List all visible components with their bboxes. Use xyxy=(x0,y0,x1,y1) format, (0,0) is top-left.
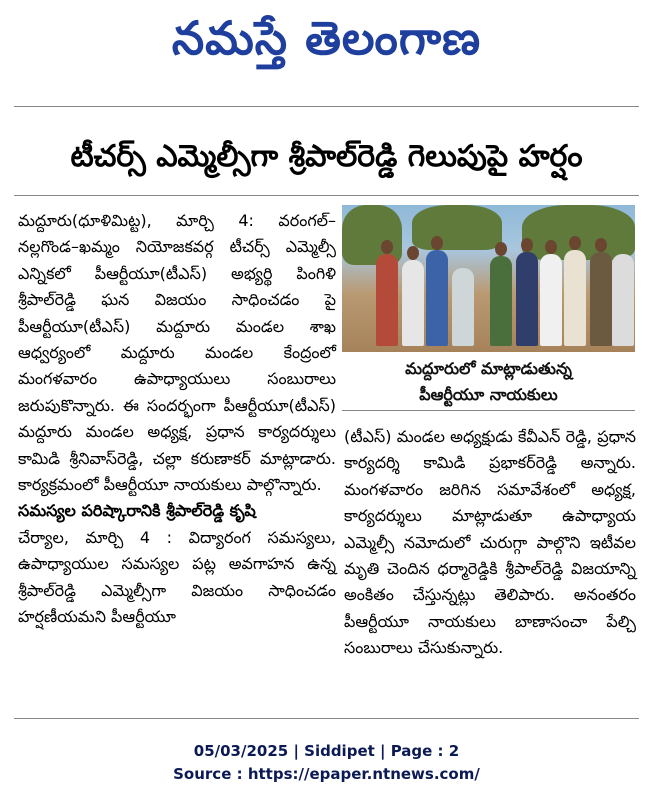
news-photo xyxy=(342,205,635,352)
photo-caption-line-2: పీఆర్టీయూ నాయకులు xyxy=(419,385,558,404)
article-paragraph-3: (టీఎస్) మండల అధ్యక్షుడు కేవీఎన్ రెడ్డి, ప్రధాన కార్యదర్శి కామిడి ప్రభాకర్‌రెడ్డి అన్నారు. మంగళవారం జరిగిన సమావేశంలో అధ్యక్ష, కార్యదర్శులు మాట్లాడుతూ ఉపాధ్యాయ ఎమ్మెల్సీ నమోదులో చురుగ్గా పాల్గొని ఇటీవల మృతి చెందిన ధర్మారెడ్డికి శ్రీపాల్‌రెడ్డి విజయాన్ని అంకితం చేస్తున్నట్లు తెలిపారు. అనంతరం పీఆర్టీయూ నాయకులు బాణాసంచా పేల్చి సంబురాలు చేసుకున్నారు. xyxy=(344,427,636,658)
left-column xyxy=(18,208,336,631)
edition-info: 05/03/2025 | Siddipet | Page : 2 xyxy=(193,742,460,760)
headline-divider xyxy=(14,195,639,196)
article-subhead: సమస్యల పరిష్కారానికి శ్రీపాల్‌రెడ్డి కృషి xyxy=(18,501,256,521)
masthead xyxy=(0,8,653,68)
article-paragraph-1: మద్దూరు(ధూళిమిట్ట), మార్చి 4: వరంగల్–నల్లగొండ–ఖమ్మం నియోజకవర్గ టీచర్స్ ఎమ్మెల్సీ ఎన్నికలో పీఆర్టీయూ(టీఎస్) అభ్యర్థి పింగిళి శ్రీపాల్‌రెడ్డి ఘన విజయం సాధించడం పై పీఆర్టీయూ(టీఎస్) మద్దూరు మండల శాఖ ఆధ్వర్యంలో మద్దూరు మండల కేంద్రంలో మంగళవారం ఉపాధ్యాయులు సంబురాలు జరుపుకొన్నారు. ఈ సందర్భంగా పీఆర్టీయూ(టీఎస్) మద్దూరు మండల అధ్యక్ష, ప్రధాన కార్యదర్శులు కామిడి శ్రీనివాస్‌రెడ్డి, చల్లా కరుణాకర్ మాట్లాడారు. కార్యక్రమంలో పీఆర్టీయూ నాయకులు పాల్గొన్నారు. xyxy=(18,211,336,495)
caption-divider xyxy=(342,410,635,411)
page-footer xyxy=(0,740,653,786)
photo-caption xyxy=(342,356,635,408)
article-paragraph-2: చేర్యాల, మార్చి 4 : విద్యారంగ సమస్యలు, ఉపాధ్యాయుల సమస్యల పట్ల అవగాహన ఉన్న శ్రీపాల్‌రెడ్డి ఎమ్మెల్సీగా విజయం సాధించడం హర్షణీయమని పీఆర్టీయూ xyxy=(18,527,336,627)
source-link[interactable]: Source : https://epaper.ntnews.com/ xyxy=(173,765,480,783)
article-headline: టీచర్స్ ఎమ్మెల్సీగా శ్రీపాల్‌రెడ్డి గెలుపుపై హర్షం xyxy=(70,139,583,174)
right-column xyxy=(344,424,636,662)
newspaper-logo: నమస్తే తెలంగాణ xyxy=(171,11,482,65)
top-divider xyxy=(14,106,639,107)
bottom-divider xyxy=(14,718,639,719)
photo-caption-line-1: మద్దూరులో మాట్లాడుతున్న xyxy=(405,359,572,378)
